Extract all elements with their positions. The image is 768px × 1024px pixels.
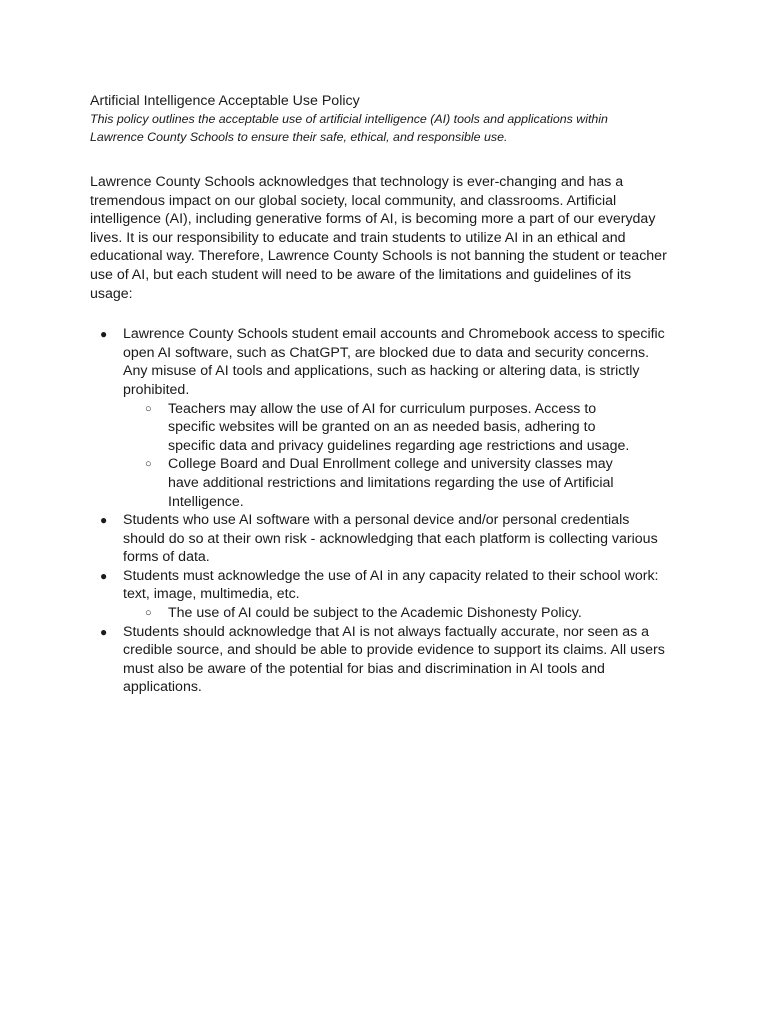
hollow-bullet-icon: ○ [145, 458, 152, 471]
sub-list-item [123, 455, 680, 511]
list-item [90, 623, 680, 697]
sub-list-item-text: The use of AI could be subject to the Academic Dishonesty Policy. [168, 605, 582, 622]
list-item [90, 567, 680, 623]
hollow-bullet-icon: ○ [145, 607, 152, 620]
sub-list-item-text: Teachers may allow the use of AI for curriculum purposes. Access to specific websites will be granted on an as needed basis, adhering to specific data and privacy guidelines regarding age restrictions and usage. [168, 400, 630, 454]
list-item-text: Students should acknowledge that AI is not always factually accurate, nor seen as a credible source, and should be able to provide evidence to support its claims. All users must also be aware of the potential for bias and discrimination in AI tools and applications. [123, 623, 665, 696]
bullet-icon: ● [100, 327, 108, 342]
document-subtitle: This policy outlines the acceptable use of artificial intelligence (AI) tools and applications within Lawrence County Schools to ensure their safe, ethical, and responsible use. [90, 112, 608, 144]
list-item [90, 325, 680, 511]
sub-bullet-list [123, 400, 680, 512]
hollow-bullet-icon: ○ [145, 402, 152, 415]
sub-list-item [123, 400, 680, 456]
list-item [90, 511, 680, 567]
sub-list-item [123, 604, 680, 623]
document-title: Artificial Intelligence Acceptable Use Policy [90, 93, 360, 109]
policy-bullet-list [90, 325, 680, 697]
bullet-icon: ● [100, 568, 108, 583]
document-page [90, 92, 680, 697]
list-item-text: Lawrence County Schools student email accounts and Chromebook access to specific open AI software, such as ChatGPT, are blocked due to data and security concerns. Any misuse of AI tools and applications, such as hacking or altering data, is strictly prohibited. [123, 326, 665, 398]
intro-paragraph: Lawrence County Schools acknowledges that technology is ever-changing and has a tremendous impact on our global society, local community, and classrooms. Artificial intelligence (AI), including generative forms of AI, is becoming more a part of our everyday lives. It is our responsibility to educate and train students to utilize AI in an ethical and educational way. Therefore, Lawrence County Schools is not banning the student or teacher use of AI, but each student will need to be aware of the limitations and guidelines of its usage: [90, 174, 667, 302]
sub-bullet-list [123, 604, 680, 623]
list-item-text: Students who use AI software with a personal device and/or personal credentials should do so at their own risk - acknowledging that each platform is collecting various forms of data. [123, 512, 658, 566]
sub-list-item-text: College Board and Dual Enrollment college and university classes may have additional restrictions and limitations regarding the use of Artificial Intelligence. [168, 456, 614, 510]
list-item-text: Students must acknowledge the use of AI in any capacity related to their school work: text, image, multimedia, etc. [123, 567, 659, 603]
bullet-icon: ● [100, 624, 108, 639]
bullet-icon: ● [100, 513, 108, 528]
